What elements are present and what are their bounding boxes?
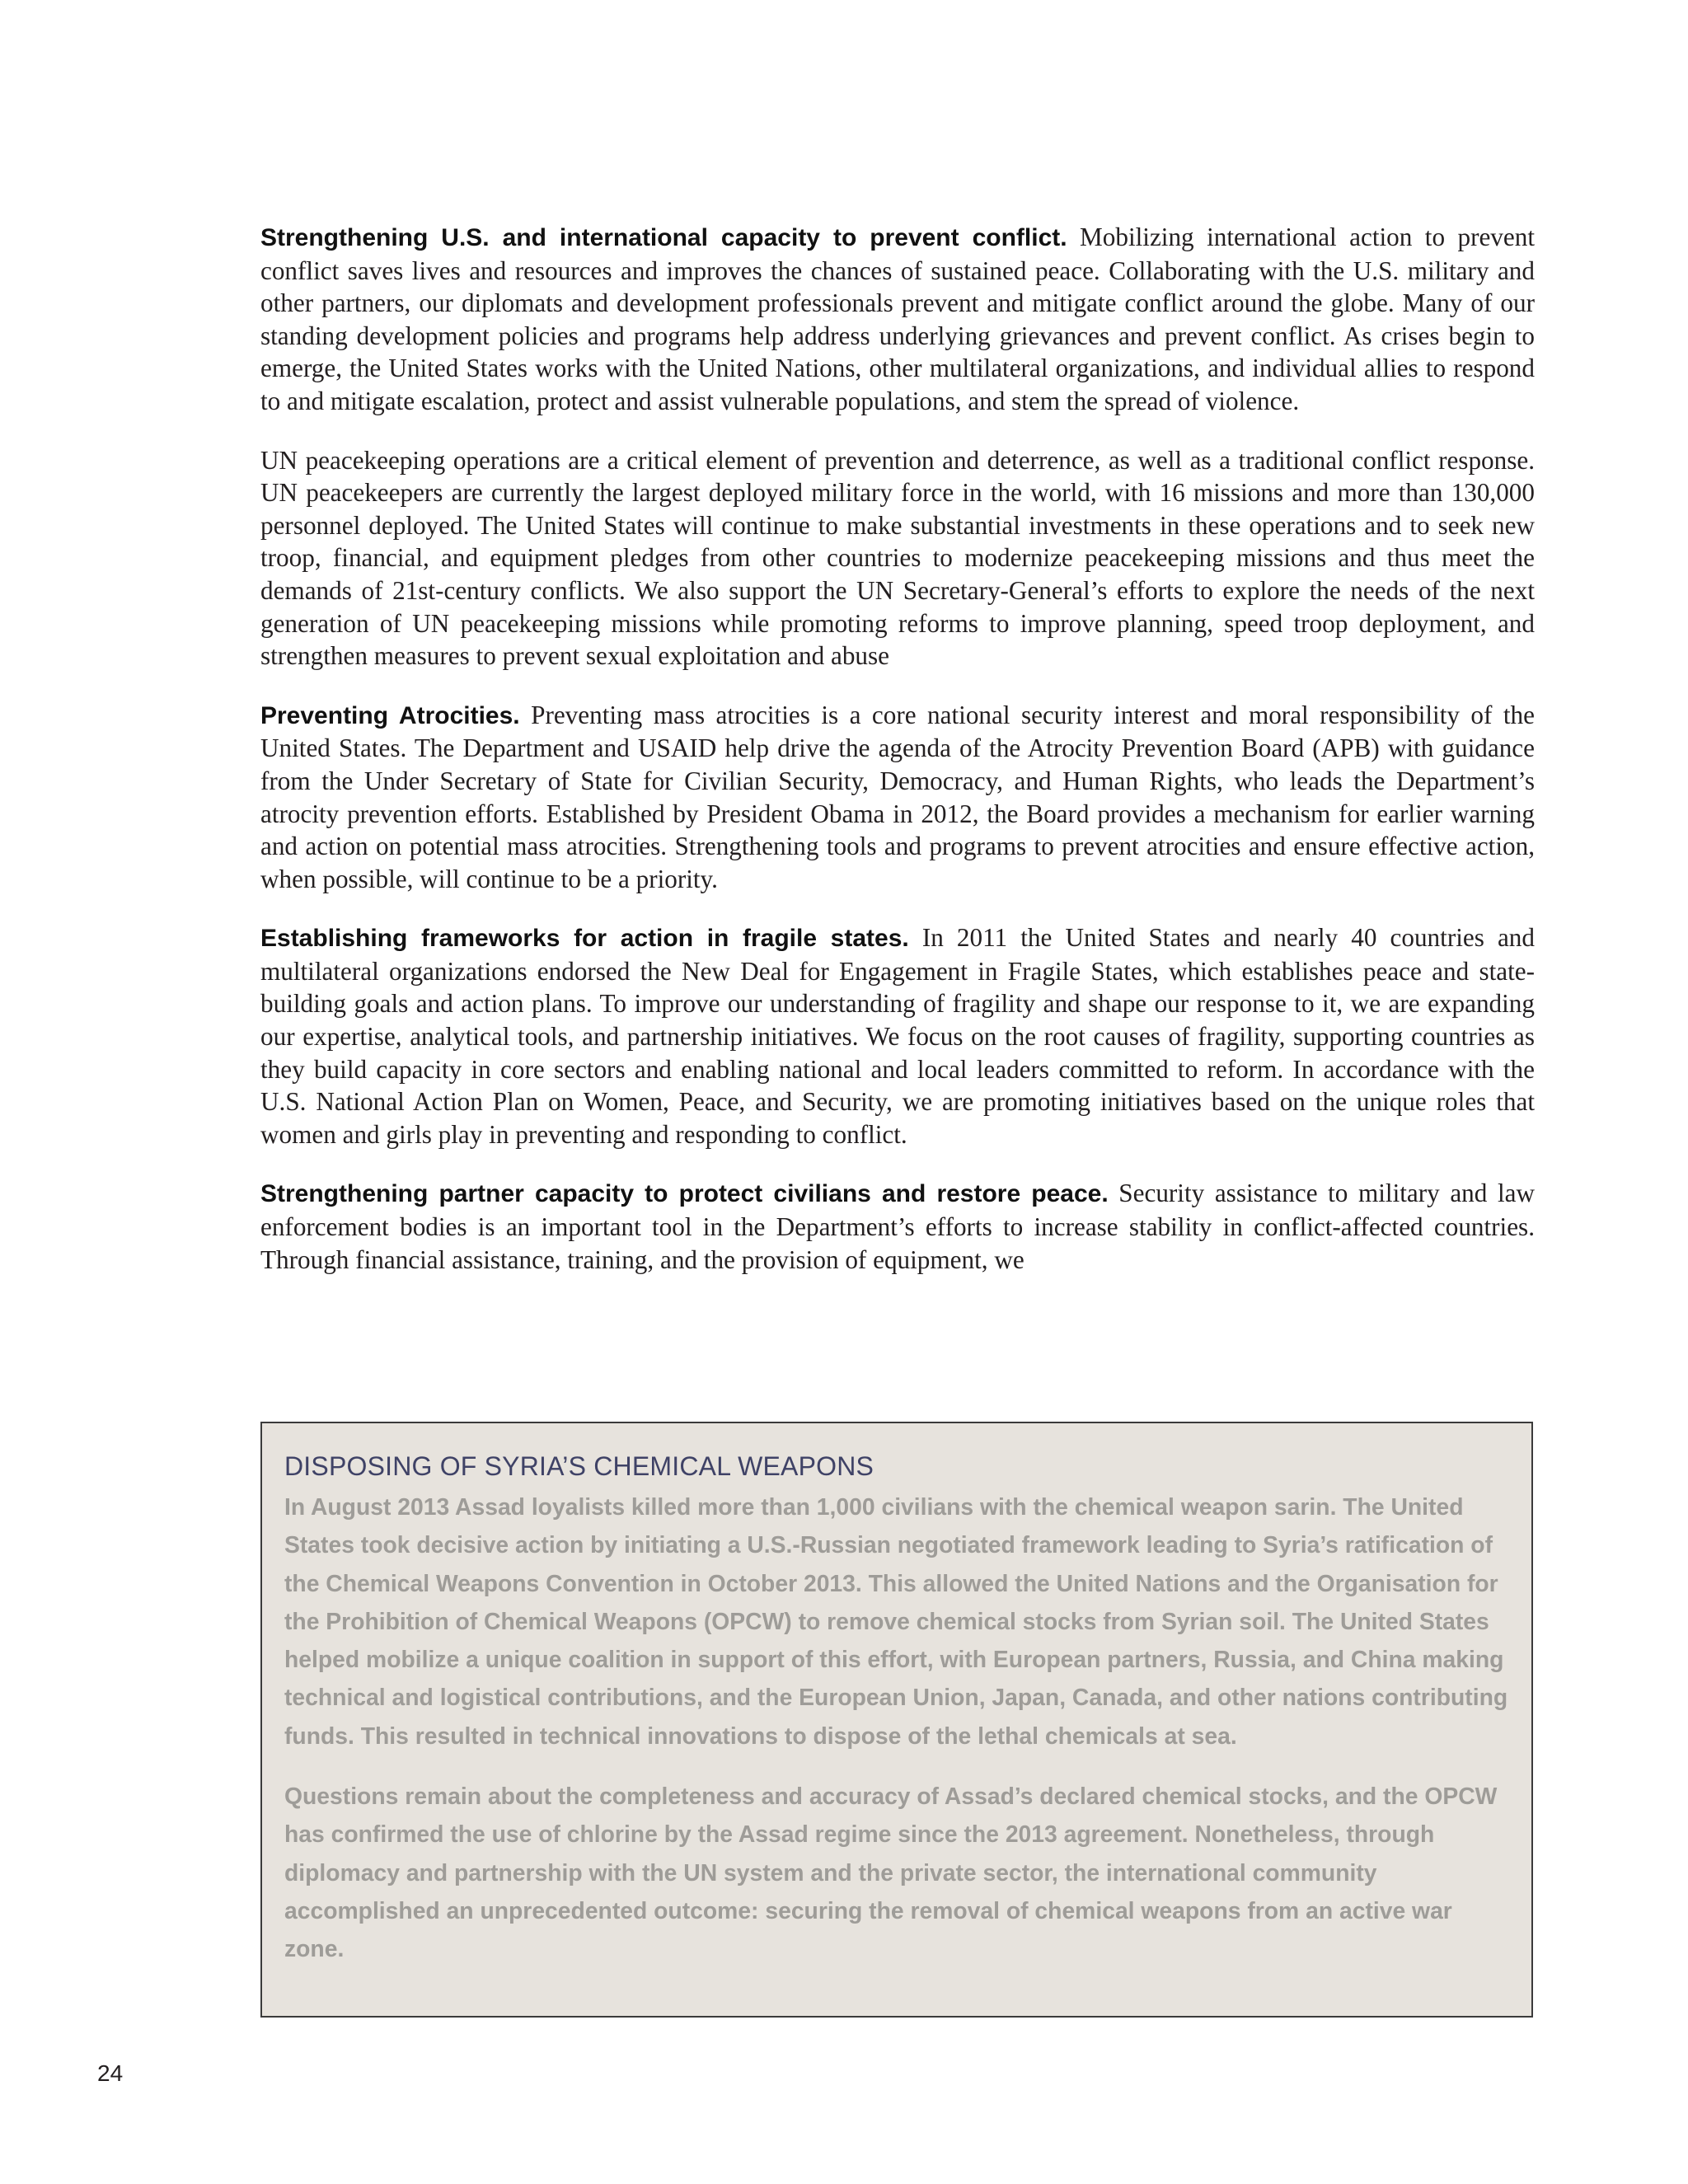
paragraph-lead-heading: Preventing Atrocities.: [260, 701, 520, 729]
sidebar-paragraph: Questions remain about the completeness and accuracy of Assad’s declared chemical stocks, and the OPCW has confirmed the use of chlorine by the Assad regime since the 2013 agreement. Nonetheless, through diplomacy and partnership with the UN system and the private sector, the international community accomplished an unprecedented outcome: securing the removal of chemical weapons from an active war zone.: [284, 1783, 1498, 1962]
paragraph-text: Preventing mass atrocities is a core national security interest and moral responsibility of the United States. The Department and USAID help drive the agenda of the Atrocity Prevention Board (APB) with guidance from the Under Secretary of State for Civilian Security, Democracy, and Human Rights, who leads the Department’s atrocity prevention efforts. Established by President Obama in 2012, the Board provides a mechanism for earlier warning and action on potential mass atrocities. Strengthening tools and programs to prevent atrocities and ensure effective action, when possible, will continue to be a priority.: [260, 700, 1535, 893]
body-paragraph-preventing-atrocities: [260, 699, 1535, 896]
page-number: 24: [97, 2060, 124, 2086]
main-body: [260, 221, 1535, 1302]
body-paragraph-un-peacekeeping: [260, 444, 1535, 673]
body-paragraph-partner-capacity: [260, 1177, 1535, 1276]
paragraph-lead-heading: Strengthening U.S. and international capacity to prevent conflict.: [260, 224, 1067, 251]
sidebar-title: DISPOSING OF SYRIA’S CHEMICAL WEAPONS: [284, 1451, 874, 1481]
body-paragraph-conflict-prevention: [260, 221, 1535, 418]
body-paragraph-fragile-states: [260, 921, 1535, 1151]
paragraph-lead-heading: Establishing frameworks for action in fragile states.: [260, 925, 909, 953]
paragraph-text: Security assistance to military and law enforcement bodies is an important tool in the Department’s efforts to increase stability in conflict-affected countries. Through financial assistance, training, and the provision of equipment, we: [260, 1179, 1535, 1274]
sidebar-box-syria-chemical-weapons: [260, 1422, 1533, 2018]
paragraph-text: In 2011 the United States and nearly 40 countries and multilateral organizations endorsed the New Deal for Engagement in Fragile States, which establishes peace and state-building goals and action plans. To improve our understanding of fragility and shape our response to it, we are expanding our expertise, analytical tools, and partnership initiatives. We focus on the root causes of fragility, supporting countries as they build capacity in core sectors and enabling national and local leaders committed to reform. In accordance with the U.S. National Action Plan on Women, Peace, and Security, we are promoting initiatives based on the unique roles that women and girls play in preventing and responding to conflict.: [260, 923, 1535, 1149]
paragraph-text: UN peacekeeping operations are a critical element of prevention and deterrence, as well as a traditional conflict response. UN peacekeepers are currently the largest deployed military force in the world, with 16 missions and more than 130,000 personnel deployed. The United States will continue to make substantial investments in these operations and to seek new troop, financial, and equipment pledges from other countries to modernize peacekeeping missions and thus meet the demands of 21st-century conflicts. We also support the UN Secretary-General’s efforts to explore the needs of the next generation of UN peacekeeping missions while promoting reforms to improve planning, speed troop deployment, and strengthen measures to prevent sexual exploitation and abuse: [260, 445, 1535, 671]
paragraph-text: Mobilizing international action to prevent conflict saves lives and resources and improves the chances of sustained peace. Collaborating with the U.S. military and other partners, our diplomats and development professionals prevent and mitigate conflict around the globe. Many of our standing development policies and programs help address underlying grievances and prevent conflict. As crises begin to emerge, the United States works with the United Nations, other multilateral organizations, and individual allies to respond to and mitigate escalation, protect and assist vulnerable populations, and stem the spread of violence.: [260, 223, 1535, 415]
sidebar-paragraph: In August 2013 Assad loyalists killed more than 1,000 civilians with the chemical weapon sarin. The United States took decisive action by initiating a U.S.-Russian negotiated framework leading to Syria’s ratification of the Chemical Weapons Convention in October 2013. This allowed the United Nations and the Organisation for the Prohibition of Chemical Weapons (OPCW) to remove chemical stocks from Syrian soil. The United States helped mobilize a unique coalition in support of this effort, with European partners, Russia, and China making technical and logistical contributions, and the European Union, Japan, Canada, and other nations contributing funds. This resulted in technical innovations to dispose of the lethal chemicals at sea.: [284, 1493, 1508, 1749]
paragraph-lead-heading: Strengthening partner capacity to protect civilians and restore peace.: [260, 1180, 1109, 1208]
